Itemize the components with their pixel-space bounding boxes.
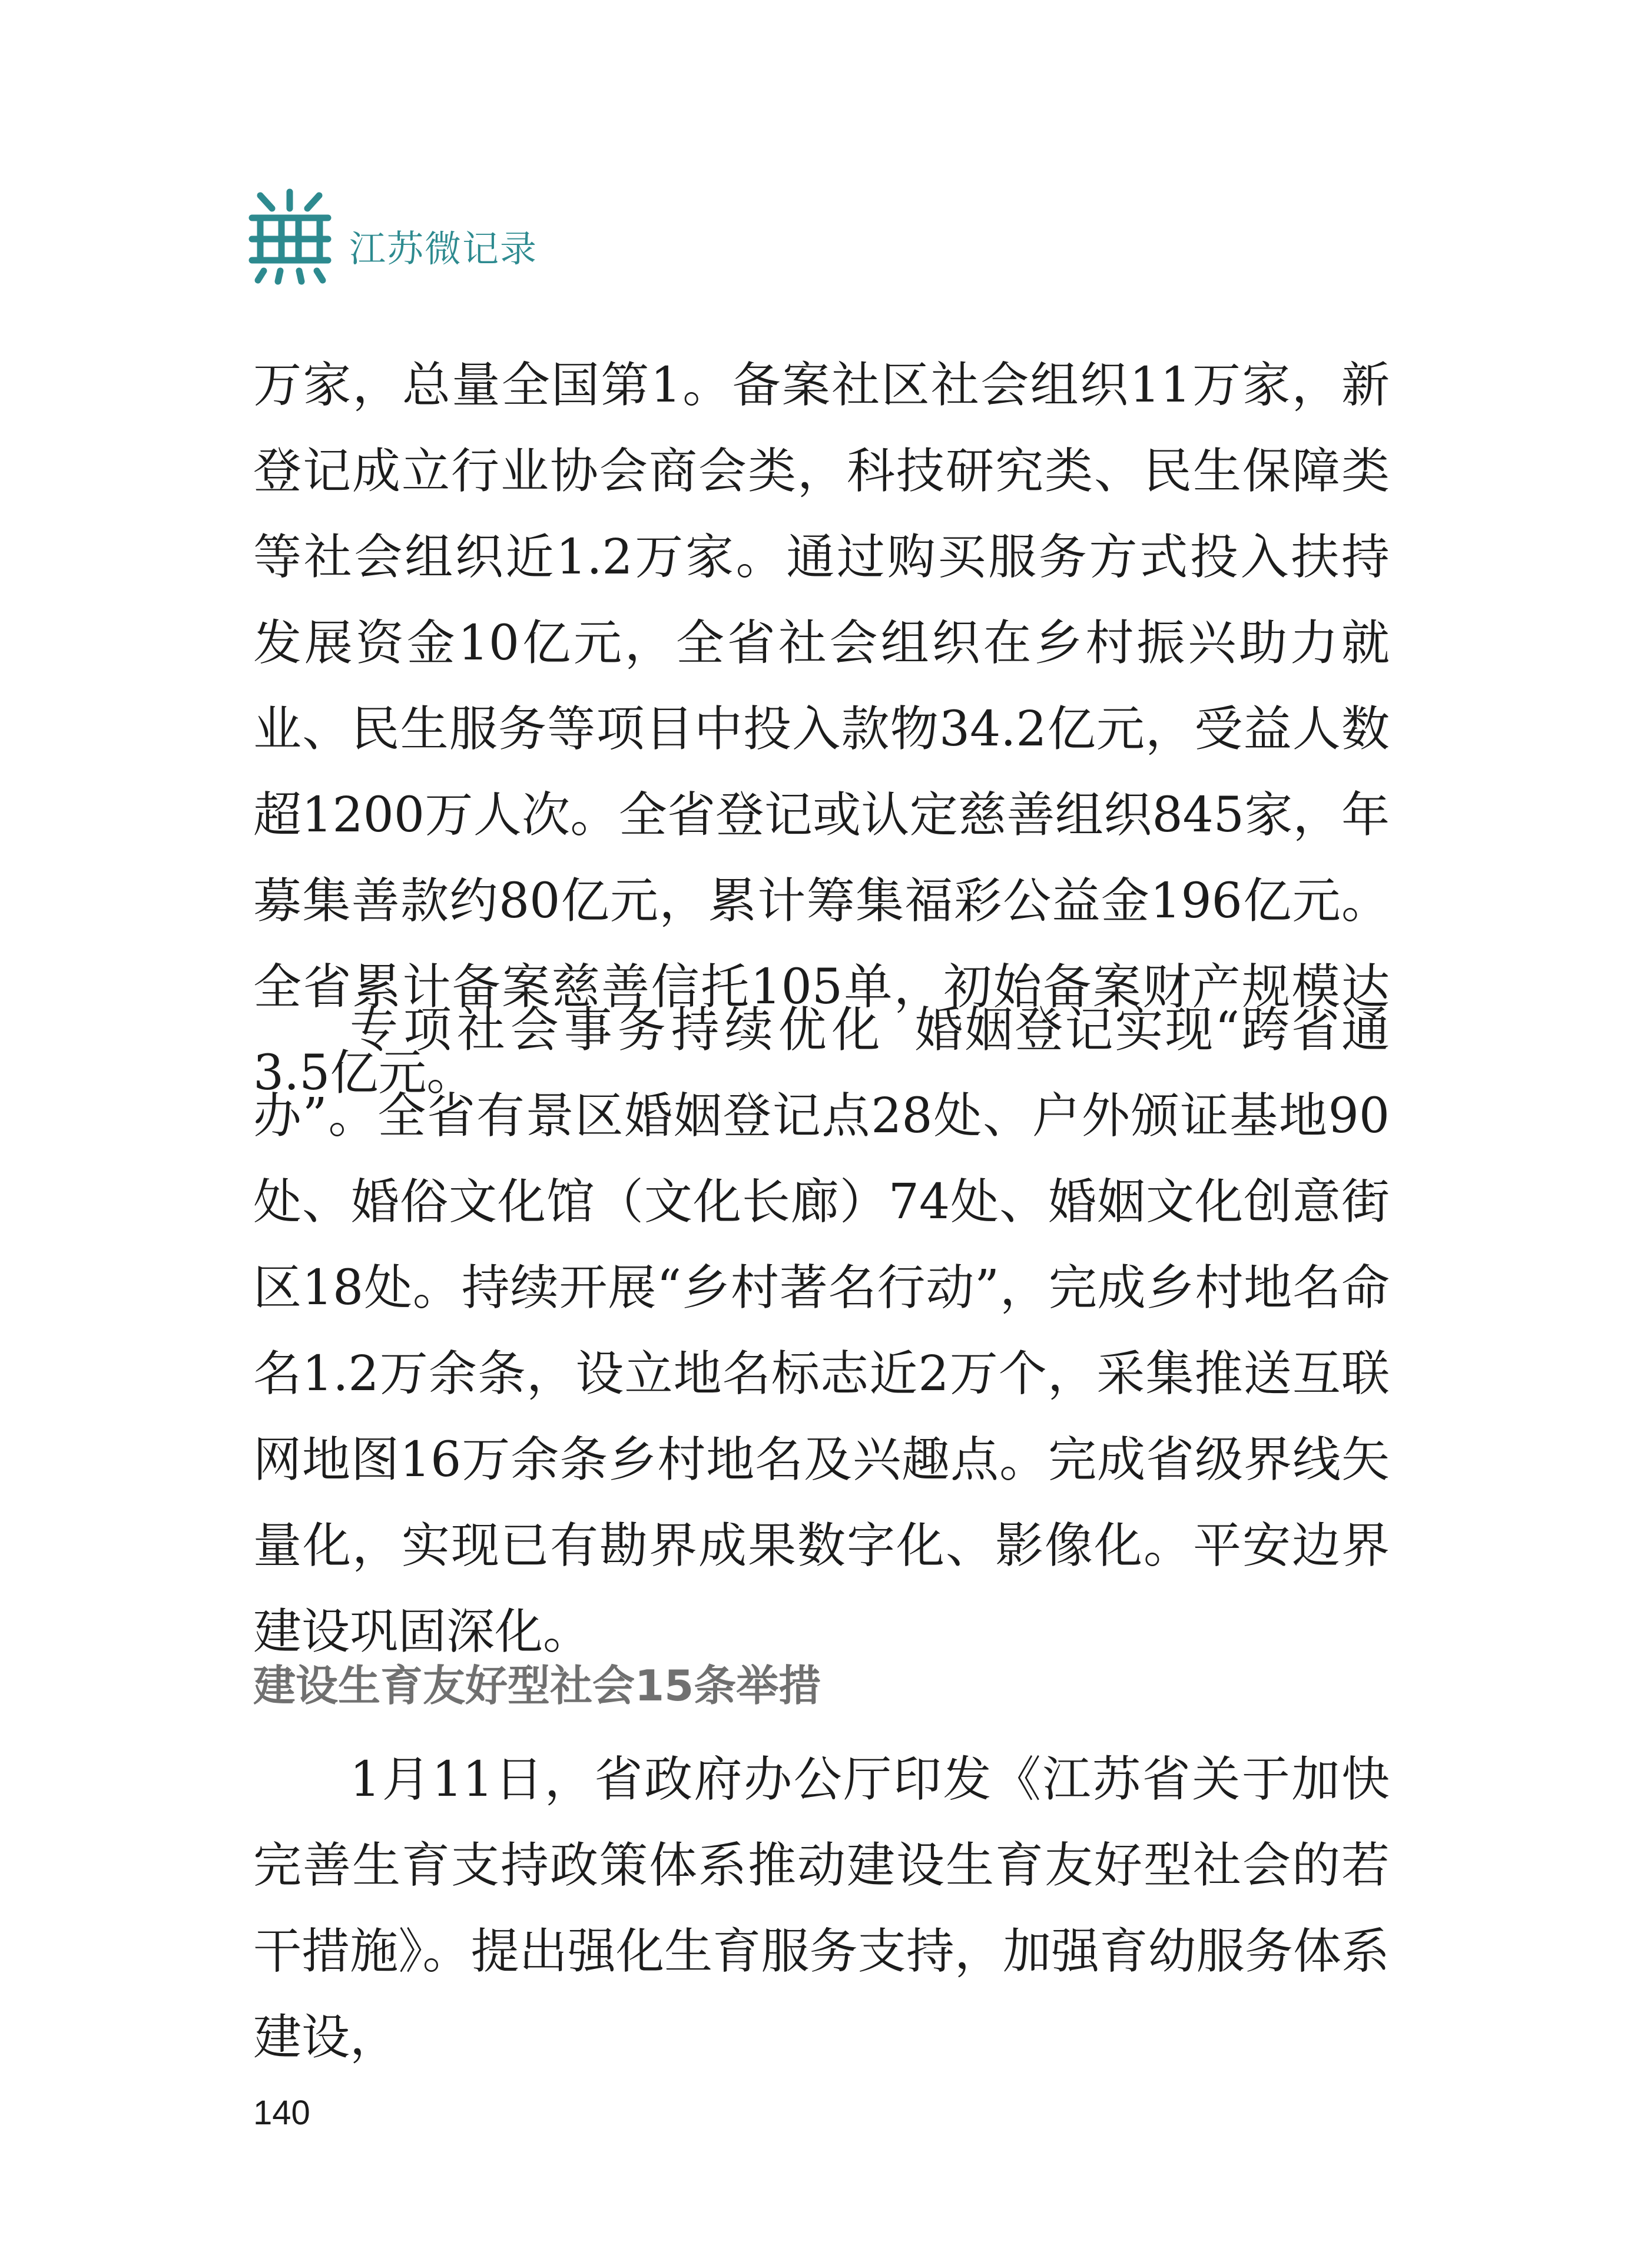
paragraph-2-lead: 专项社会事务持续优化 [350, 1002, 886, 1058]
paragraph-2 [253, 987, 1390, 1675]
section-heading: 建设生育友好型社会15条举措 [253, 1661, 821, 1710]
book-title: 江苏微记录 [349, 227, 538, 270]
jiangsu-emblem-icon [247, 188, 333, 286]
paragraph-2-body: 婚姻登记实现“跨省通办”。全省有景区婚姻登记点28处、户外颁证基地90处、婚俗文化馆（文化长廊）74处、婚姻文化创意街区18处。持续开展“乡村著名行动”，完成乡村地名命名1.2万余条，设立地名标志近2万个，采集推送互联网地图16万余条乡村地名及兴趣点。完成省级界线矢量化，实现已有勘界成果数字化、影像化。平安边界建设巩固深化。 [253, 1002, 1390, 1660]
page-number: 140 [253, 2094, 310, 2132]
paragraph-1: 万家，总量全国第1。备案社区社会组织11万家，新登记成立行业协会商会类，科技研究类、民生保障类等社会组织近1.2万家。通过购买服务方式投入扶持发展资金10亿元，全省社会组织在乡村振兴助力就业、民生服务等项目中投入款物34.2亿元，受益人数超1200万人次。全省登记或认定慈善组织845家，年募集善款约80亿元，累计筹集福彩公益金196亿元。全省累计备案慈善信托105单，初始备案财产规模达3.5亿元。 [253, 357, 1390, 1101]
paragraph-3: 1月11日，省政府办公厅印发《江苏省关于加快完善生育支持政策体系推动建设生育友好型社会的若干措施》。提出强化生育服务支持，加强育幼服务体系建设， [253, 1752, 1390, 2065]
page-header [247, 185, 538, 289]
